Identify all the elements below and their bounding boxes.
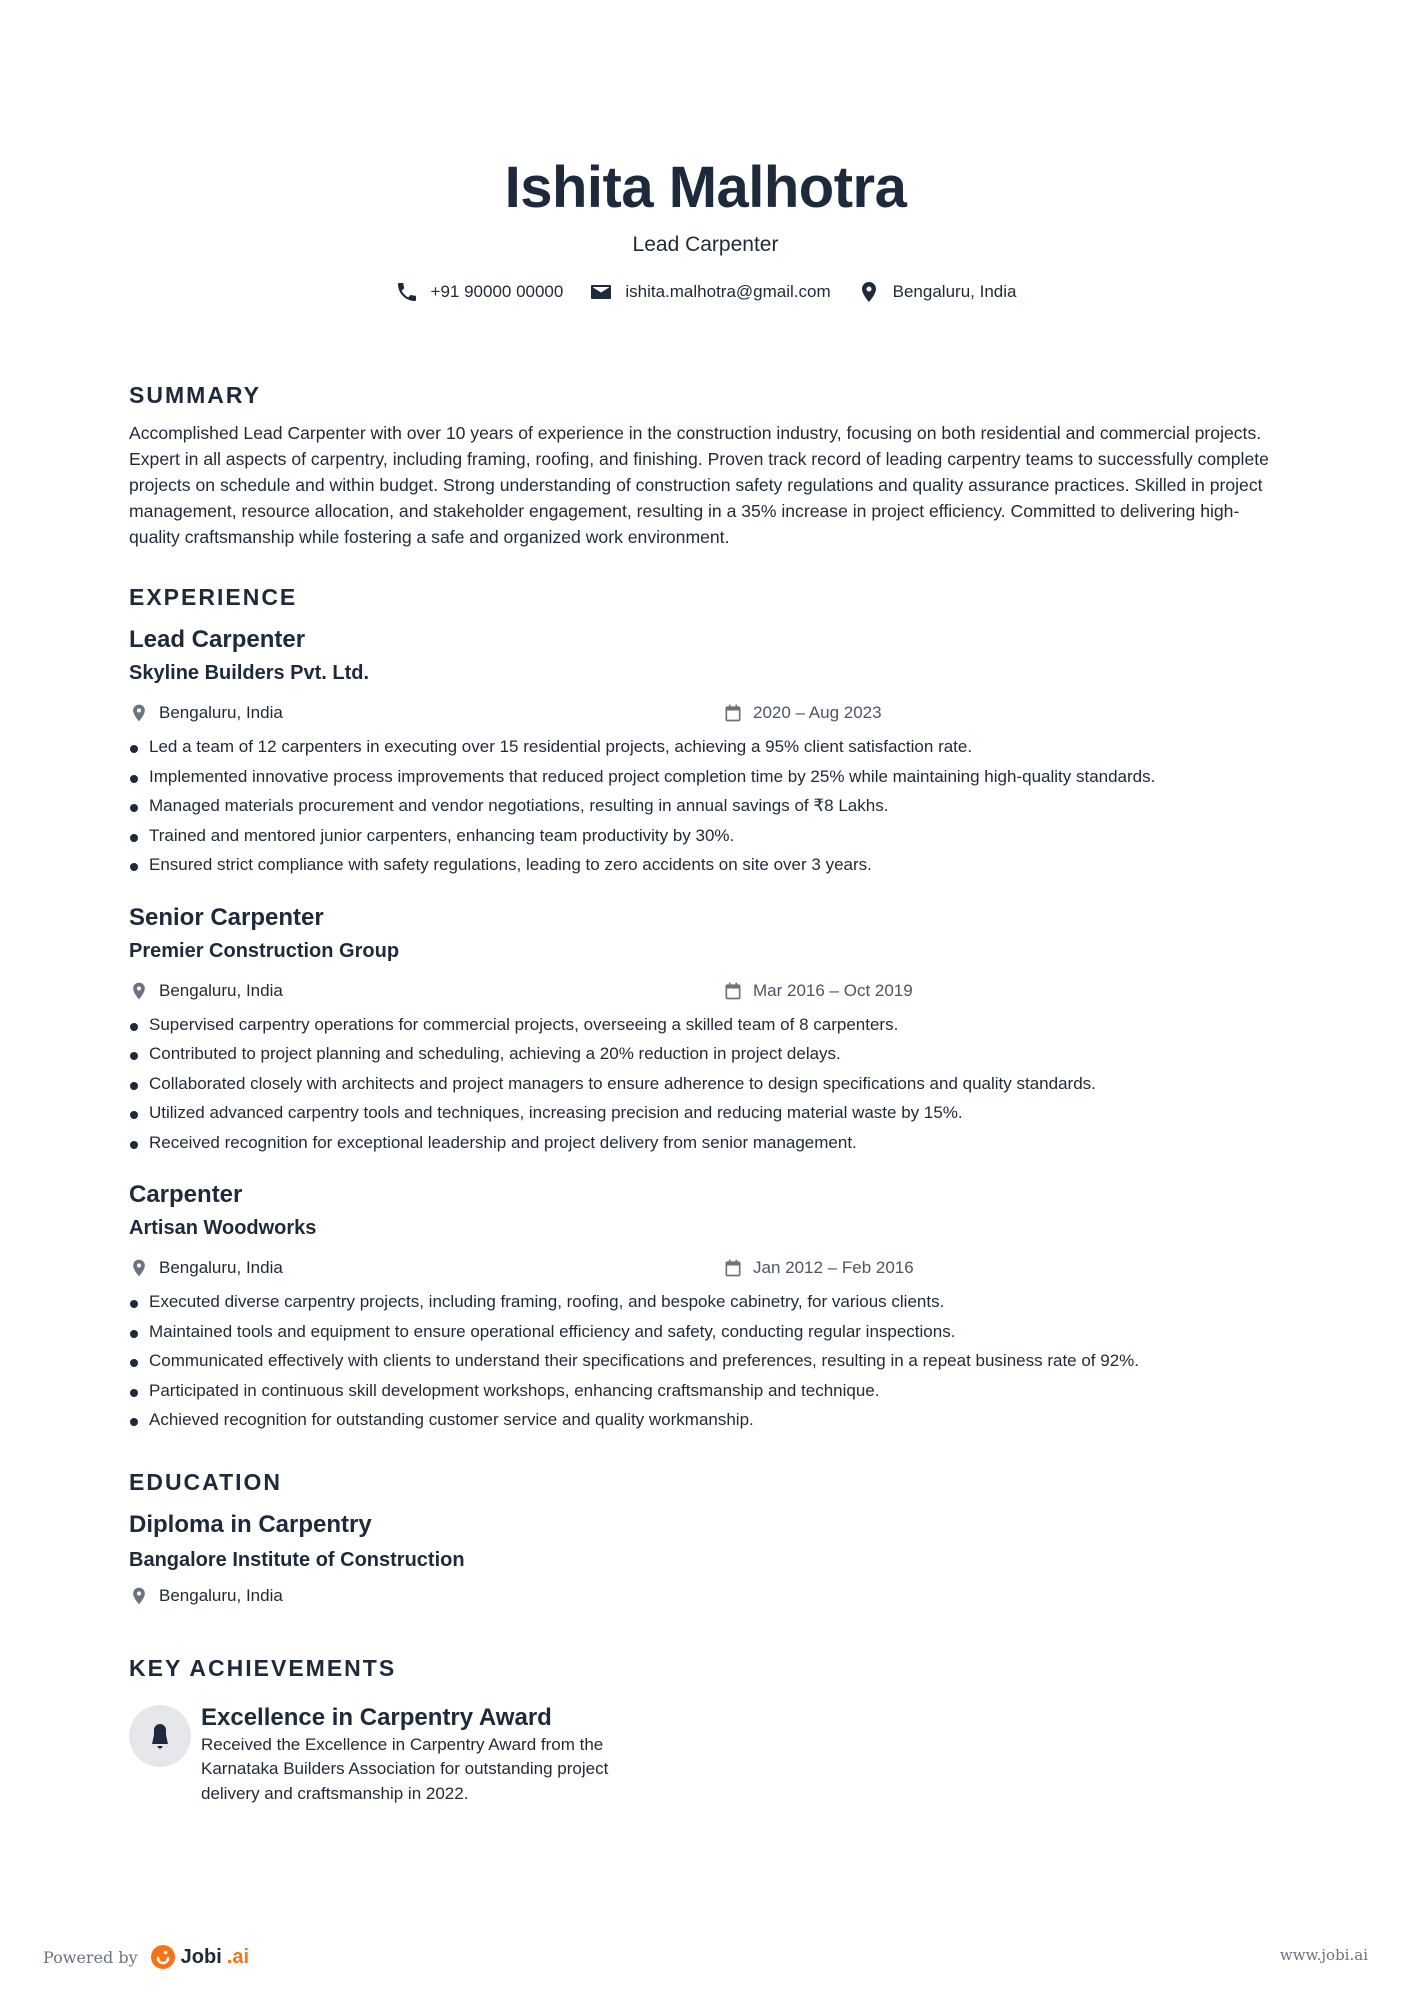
email-text: ishita.malhotra@gmail.com [625, 282, 831, 301]
mail-icon [589, 280, 613, 304]
job-title: Lead Carpenter [129, 626, 306, 653]
jobi-logo-icon [150, 1944, 176, 1970]
job-dates [723, 1258, 914, 1278]
education-location-text: Bengaluru, India [159, 1585, 283, 1605]
resume-header [0, 150, 1411, 304]
job-location-text: Bengaluru, India [159, 1258, 283, 1277]
list-item: Led a team of 12 carpenters in executing over 15 residential projects, achieving a 95% client satisfaction rate. [129, 732, 1289, 762]
list-item: Supervised carpentry operations for commercial projects, overseeing a skilled team of 8 carpenters. [129, 1010, 1289, 1040]
list-item: Participated in continuous skill development workshops, enhancing craftsmanship and technique. [129, 1376, 1289, 1406]
jobi-logo[interactable] [150, 1944, 249, 1970]
job-location-text: Bengaluru, India [159, 703, 283, 722]
experience-section [129, 582, 1289, 1435]
summary-section [129, 380, 1289, 550]
contact-row [0, 280, 1411, 304]
footer-website[interactable]: www.jobi.ai [1279, 1946, 1368, 1964]
achievement-title: Excellence in Carpentry Award [201, 1703, 552, 1731]
job-entry [129, 624, 1289, 880]
job-title: Carpenter [129, 1181, 243, 1208]
award-icon [149, 1723, 171, 1749]
job-dates-text: 2020 – Aug 2023 [753, 703, 882, 722]
powered-by-text: Powered by [43, 1947, 138, 1967]
summary-text: Accomplished Lead Carpenter with over 10 years of experience in the construction industry, focusing on both residential and commercial projects. Expert in all aspects of carpentry, including framing, roofing, and finishing. Proven track record of leading carpentry teams to successfully complete projects on schedule and within budget. Strong understanding of construction safety regulations and quality assurance practices. Skilled in project management, resource allocation, and stakeholder engagement, resulting in a 35% increase in project efficiency. Committed to delivering high-quality craftsmanship while fostering a safe and organized work environment. [129, 423, 1269, 547]
brand-suffix: .ai [226, 1945, 250, 1968]
job-entry [129, 902, 1289, 1158]
phone-icon [395, 280, 419, 304]
job-location-text: Bengaluru, India [159, 980, 283, 1000]
job-dates-text: Mar 2016 – Oct 2019 [753, 980, 913, 1000]
company-name: Artisan Woodworks [129, 1217, 317, 1239]
degree-name: Diploma in Carpentry [129, 1510, 372, 1538]
achievement-badge [129, 1705, 191, 1767]
summary-heading: SUMMARY [129, 382, 261, 408]
job-location [129, 981, 723, 1001]
education-section [129, 1467, 1289, 1609]
candidate-name: Ishita Malhotra [504, 155, 907, 220]
list-item: Ensured strict compliance with safety regulations, leading to zero accidents on site over 3 years. [129, 850, 1289, 880]
company-name: Premier Construction Group [129, 939, 400, 962]
achievement-description: Received the Excellence in Carpentry Award from the Karnataka Builders Association for outstanding project delivery and craftsmanship in 2022. [201, 1734, 609, 1803]
job-meta [129, 978, 1289, 1004]
achievements-section [129, 1653, 1289, 1807]
list-item: Trained and mentored junior carpenters, enhancing team productivity by 30%. [129, 821, 1289, 851]
calendar-icon [723, 981, 743, 1001]
list-item: Communicated effectively with clients to understand their specifications and preferences, resulting in a repeat business rate of 92%. [129, 1346, 1289, 1376]
phone-text: +91 90000 00000 [430, 282, 564, 301]
experience-heading: EXPERIENCE [129, 584, 298, 610]
list-item: Achieved recognition for outstanding customer service and quality workmanship. [129, 1405, 1289, 1435]
calendar-icon [723, 1258, 743, 1278]
education-meta [129, 1583, 1289, 1609]
map-pin-icon [129, 1586, 149, 1606]
contact-phone[interactable] [395, 280, 564, 304]
company-name: Skyline Builders Pvt. Ltd. [129, 662, 370, 684]
list-item: Executed diverse carpentry projects, including framing, roofing, and bespoke cabinetry, for various clients. [129, 1287, 1289, 1317]
job-meta [129, 700, 1289, 726]
job-bullets [129, 732, 1289, 880]
resume-content [129, 380, 1289, 1806]
map-pin-icon [129, 981, 149, 1001]
candidate-role: Lead Carpenter [632, 233, 779, 256]
job-entry [129, 1179, 1289, 1435]
job-location [129, 703, 723, 723]
list-item: Contributed to project planning and scheduling, achieving a 20% reduction in project delays. [129, 1039, 1289, 1069]
job-bullets [129, 1010, 1289, 1158]
brand-main: Jobi [180, 1945, 222, 1968]
list-item: Utilized advanced carpentry tools and techniques, increasing precision and reducing material waste by 15%. [129, 1098, 1289, 1128]
contact-location [857, 280, 1017, 304]
list-item: Maintained tools and equipment to ensure operational efficiency and safety, conducting regular inspections. [129, 1317, 1289, 1347]
contact-email[interactable] [589, 280, 830, 304]
list-item: Received recognition for exceptional leadership and project delivery from senior management. [129, 1128, 1289, 1158]
map-pin-icon [857, 280, 881, 304]
job-dates-text: Jan 2012 – Feb 2016 [753, 1258, 914, 1277]
list-item: Implemented innovative process improvements that reduced project completion time by 25% while maintaining high-quality standards. [129, 762, 1289, 792]
job-dates [723, 981, 913, 1001]
achievements-heading: KEY ACHIEVEMENTS [129, 1654, 397, 1681]
education-location [129, 1586, 723, 1606]
job-meta [129, 1255, 1289, 1281]
job-bullets [129, 1287, 1289, 1435]
school-name: Bangalore Institute of Construction [129, 1548, 465, 1571]
map-pin-icon [129, 703, 149, 723]
job-title: Senior Carpenter [129, 903, 324, 931]
achievement-body [201, 1703, 671, 1807]
education-entry [129, 1509, 1289, 1609]
education-heading: EDUCATION [129, 1468, 283, 1495]
location-text: Bengaluru, India [892, 282, 1017, 301]
footer-powered-by [43, 1944, 249, 1970]
job-dates [723, 703, 882, 723]
calendar-icon [723, 703, 743, 723]
list-item: Managed materials procurement and vendor negotiations, resulting in annual savings of ₹8 Lakhs. [129, 791, 1289, 821]
map-pin-icon [129, 1258, 149, 1278]
job-location [129, 1258, 723, 1278]
list-item: Collaborated closely with architects and project managers to ensure adherence to design specifications and quality standards. [129, 1069, 1289, 1099]
achievement-item [129, 1703, 1289, 1807]
